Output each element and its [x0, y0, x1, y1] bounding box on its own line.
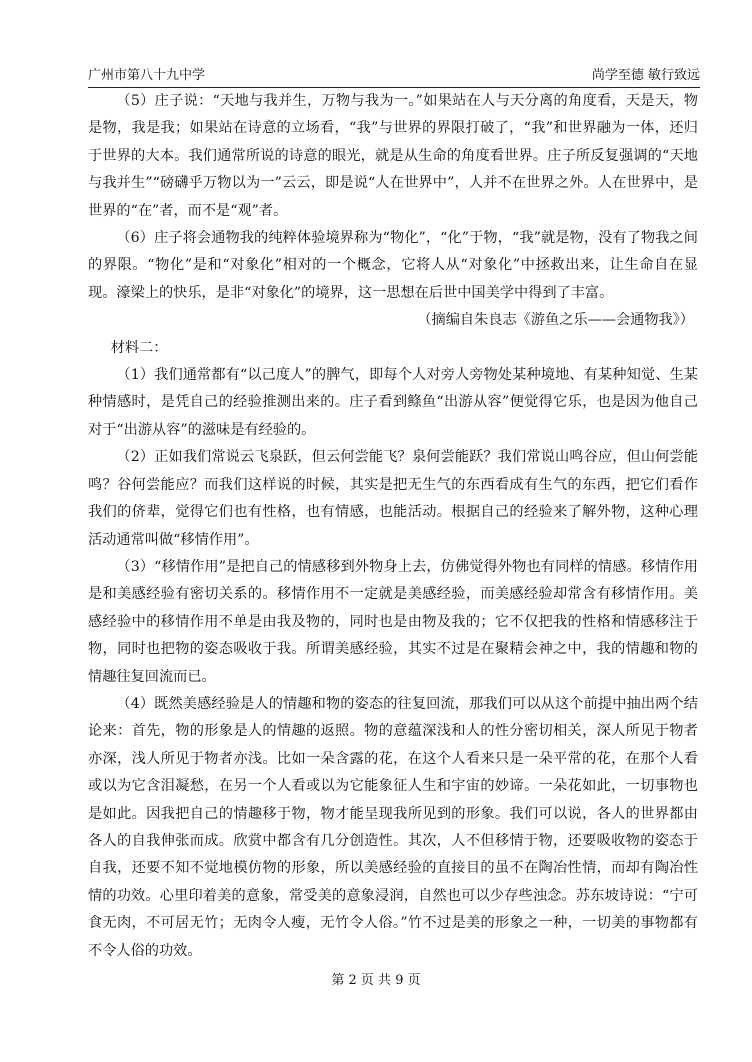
source-citation: （摘编自朱良志《游鱼之乐——会通物我》）: [417, 312, 694, 329]
material-two-paragraph-1: （1）我们通常都有“以己度人”的脾气，即每个人对旁人旁物处某种境地、有某种知觉、生某种情感时，是凭自己的经验推测出来的。庄子看到鲦鱼“出游从容”便觉得它乐，也是因为他自己对于“出游从容”的滋味是有经验的。: [88, 367, 698, 438]
page-header: [88, 62, 700, 88]
material-two-heading: 材料二：: [110, 339, 168, 356]
paragraph-6: （6）庄子将会通物我的纯粹体验境界称为“物化”，“化”于物，“我”就是物，没有了物我之间的界限。“物化”是和“对象化”相对的一个概念，它将人从“对象化”中拯救出来，让生命自在显现。濠梁上的快乐，是非“对象化”的境界，这一思想在后世中国美学中得到了丰富。: [88, 230, 698, 301]
school-name: 广州市第八十九中学: [88, 68, 206, 83]
page-footer: 第 2 页 共 9 页: [331, 973, 421, 988]
paragraph-5: （5）庄子说：“天地与我并生，万物与我为一。”如果站在人与天分离的角度看，天是天，物是物，我是我；如果站在诗意的立场看，“我”与世界的界限打破了，“我”和世界融为一体，还归于世界的大本。我们通常所说的诗意的眼光，就是从生命的角度看世界。庄子所反复强调的“天地与我并生”“磅礴乎万物以为一”云云，即是说“人在世界中”，人并不在世界之外。人在世界中，是世界的“在”者，而不是“观”者。: [88, 93, 698, 219]
material-two-paragraph-3: （3）“移情作用”是把自己的情感移到外物身上去，仿佛觉得外物也有同样的情感。移情作用是和美感经验有密切关系的。移情作用不一定就是美感经验，而美感经验却常含有移情作用。美感经验中的移情作用不单是由我及物的，同时也是由物及我的；它不仅把我的性格和情感移注于物，同时也把物的姿态吸收于我。所谓美感经验，其实不过是在聚精会神之中，我的情趣和物的情趣往复回流而已。: [88, 558, 698, 685]
material-two-paragraph-2: （2）正如我们常说云飞泉跃，但云何尝能飞？泉何尝能跃？我们常说山鸣谷应，但山何尝能鸣？谷何尝能应？而我们这样说的时候，其实是把无生气的东西看成有生气的东西，把它们看作我们的侪辈，觉得它们也有性格，也有情感，也能活动。根据自己的经验来了解外物，这种心理活动通常叫做“移情作用”。: [88, 449, 698, 548]
page-body: [88, 88, 698, 965]
school-motto: 尚学至德 敏行致远: [591, 68, 700, 83]
material-two-paragraph-4: （4）既然美感经验是人的情趣和物的姿态的往复回流，那我们可以从这个前提中抽出两个结论来：首先，物的形象是人的情趣的返照。物的意蕴深浅和人的性分密切相关，深人所见于物者亦深，浅人所见于物者亦浅。比如一朵含露的花，在这个人看来只是一朵平常的花，在那个人看或以为它含泪凝愁，在另一个人看或以为它能象征人生和宇宙的妙谛。一朵花如此，一切事物也是如此。因我把自己的情趣移于物，物才能呈现我所见到的形象。我们可以说，各人的世界都由各人的自我伸张而成。欣赏中都含有几分创造性。其次，人不但移情于物，还要吸收物的姿态于自我，还要不知不觉地模仿物的形象，所以美感经验的直接目的虽不在陶冶性情，而却有陶冶性情的功效。心里印着美的意象，常受美的意象浸润，自然也可以少存些浊念。苏东坡诗说：“宁可食无肉，不可居无竹；无肉令人瘦，无竹令人俗。”竹不过是美的形象之一种，一切美的事物都有不令人俗的功效。: [88, 695, 698, 959]
